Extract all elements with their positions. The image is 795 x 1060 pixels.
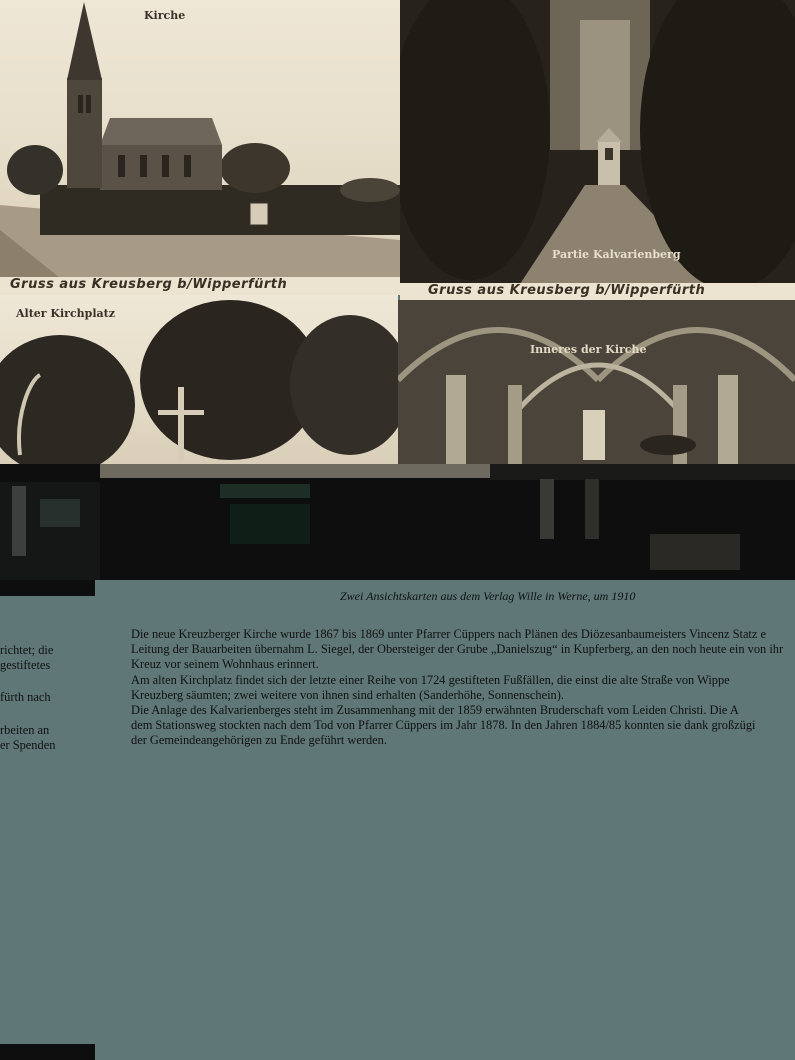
body-line: Am alten Kirchplatz findet sich der letzte einer Reihe von 1724 gestifteten Fußfällen, die einst die alte Straße von Wippe bbox=[131, 672, 730, 687]
body-line: Leitung der Bauarbeiten übernahm L. Siegel, der Obersteiger der Grube „Danielszug“ in Kupferberg, an den noch heute ein von ihr bbox=[131, 642, 784, 657]
postcard-interior bbox=[398, 300, 795, 465]
left-fragment-line: er Spenden bbox=[0, 737, 56, 752]
left-column-fragments bbox=[0, 643, 55, 753]
left-fragment-line: rbeiten an bbox=[0, 722, 50, 737]
postcard-interior-label: Inneres der Kirche bbox=[530, 343, 647, 356]
figure-caption: Zwei Ansichtskarten aus dem Verlag Wille in Werne, um 1910 bbox=[340, 589, 636, 603]
interior-illustration bbox=[398, 300, 795, 465]
postcard-church-label: Kirche bbox=[144, 9, 186, 22]
left-fragment-line: fürth nach bbox=[0, 690, 51, 705]
left-fragment-line: richtet; die bbox=[0, 643, 54, 657]
postcard-kirchplatz-label: Alter Kirchplatz bbox=[16, 307, 115, 320]
body-text bbox=[131, 627, 783, 749]
left-fragment-line bbox=[0, 706, 55, 721]
body-line: dem Stationsweg stockten nach dem Tod von Pfarrer Cüppers im Jahr 1878. In den Jahren 1884/85 konnten sie dank großzügi bbox=[131, 718, 756, 733]
greeting-strip-left bbox=[0, 277, 400, 295]
greeting-left: Gruss aus Kreusberg b/Wipperfürth bbox=[10, 277, 288, 292]
greeting-right: Gruss aus Kreusberg b/Wipperfürth bbox=[428, 283, 706, 298]
body-line: der Gemeindeangehörigen zu Ende geführt werden. bbox=[131, 733, 387, 748]
body-line: Kreuz vor seinem Wohnhaus erinnert. bbox=[131, 657, 319, 672]
left-fragment-line: gestiftetes bbox=[0, 658, 51, 673]
left-fragment-line bbox=[0, 673, 55, 688]
body-line: Die neue Kreuzberger Kirche wurde 1867 bis 1869 unter Pfarrer Cüppers nach Plänen des Diözesanbaumeisters Vincenz Statz e bbox=[131, 627, 766, 641]
postcard-kirchplatz bbox=[0, 295, 398, 465]
church-illustration bbox=[0, 0, 400, 278]
postcard-kalvarienberg-label: Partie Kalvarienberg bbox=[552, 248, 681, 261]
greeting-strip-right bbox=[400, 283, 795, 300]
scan-glitch-band bbox=[0, 464, 795, 580]
body-line: Die Anlage des Kalvarienberges steht im Zusammenhang mit der 1859 erwähnten Bruderschaft vom Leiden Christi. Die A bbox=[131, 703, 739, 718]
postcard-kalvarienberg bbox=[400, 0, 795, 284]
kirchplatz-illustration bbox=[0, 295, 398, 465]
postcard-church bbox=[0, 0, 400, 278]
alley-illustration bbox=[400, 0, 795, 284]
body-line: Kreuzberg säumten; zwei weitere von ihnen sind erhalten (Sanderhöhe, Sonnenschein). bbox=[131, 687, 564, 702]
glitch-corner bbox=[0, 580, 95, 596]
